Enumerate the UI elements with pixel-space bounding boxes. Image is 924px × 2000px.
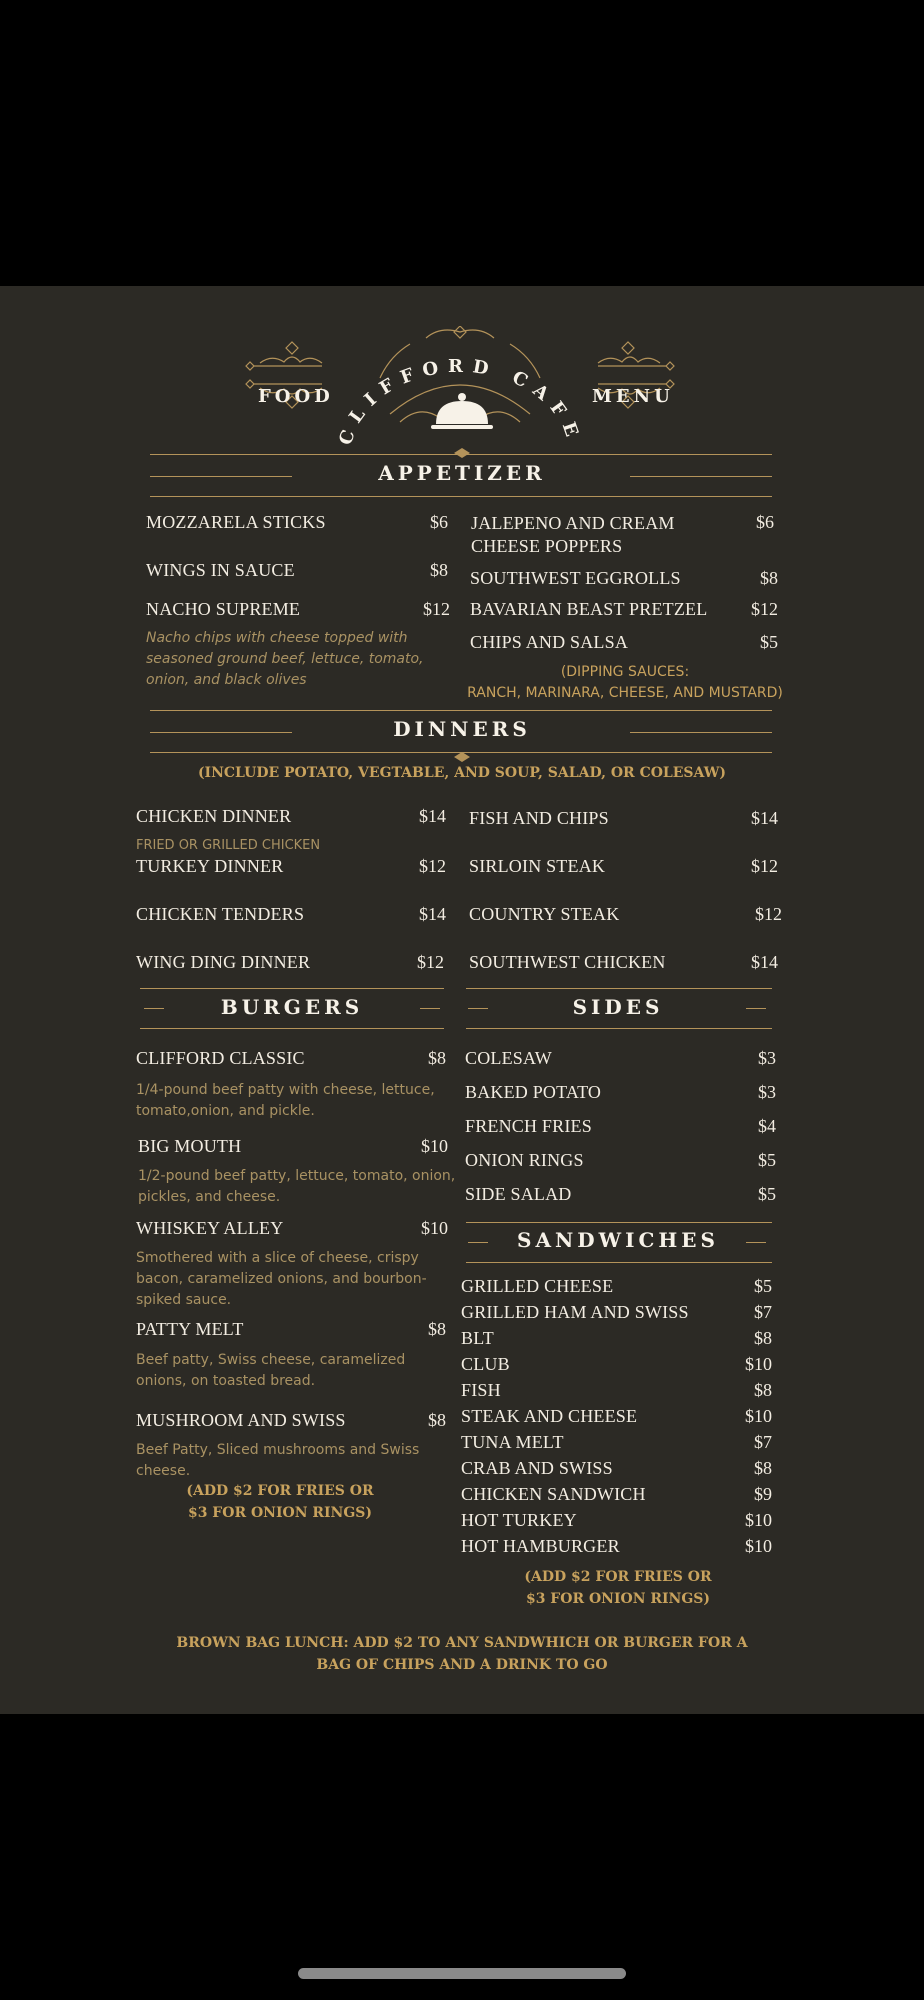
appetizer-bottom-rule [150,496,772,497]
menu-item-name: CLIFFORD CLASSIC [136,1048,305,1068]
menu-item-name: FISH [461,1380,501,1400]
menu-item-price: $6 [756,512,774,532]
menu-item-price: $10 [421,1136,448,1156]
menu-item-price: $10 [745,1536,772,1556]
menu-item-price: $8 [430,560,448,580]
menu-item-price: $8 [754,1328,772,1348]
menu-item-name: BAKED POTATO [465,1082,602,1102]
dinners-includes-note: (INCLUDE POTATO, VEGTABLE, AND SOUP, SALAD, OR COLESAW) [197,765,727,781]
menu-item-name: MOZZARELA STICKS [146,512,326,532]
menu-item-name: PATTY MELT [136,1319,244,1339]
menu-item-name: CHIPS AND SALSA [470,632,629,652]
menu-item-name: COLESAW [465,1048,552,1068]
menu-item-name: FRENCH FRIES [465,1116,592,1136]
svg-text:CLIFFORD CAFE: CLIFFORD CAFE [334,356,585,448]
menu-item-price: $5 [758,1184,776,1204]
menu-item-price: $5 [760,632,778,652]
addon-note-line: $3 FOR ONION RINGS) [187,1505,373,1521]
menu-item-description: FRIED OR GRILLED CHICKEN [136,838,321,853]
menu-item-name: GRILLED HAM AND SWISS [461,1302,689,1322]
sides-bottom-rule [466,1028,772,1029]
menu-item-name: JALEPENO AND CREAM CHEESE POPPERS [471,513,675,556]
sandwiches-addon-note [488,1566,748,1610]
diamond-ornament [454,752,470,762]
dinners-left-rule [150,732,292,733]
menu-item-price: $10 [421,1218,448,1238]
menu-item-price: $5 [758,1150,776,1170]
menu-item-name: STEAK AND CHEESE [461,1406,638,1426]
menu-item-price: $12 [417,952,444,972]
sandwiches-top-rule [466,1222,772,1223]
menu-item-name: HOT TURKEY [461,1510,577,1530]
menu-item-name: HOT HAMBURGER [461,1536,620,1556]
sandwiches-bottom-rule [466,1262,772,1263]
sandwiches-right-dash [746,1242,766,1243]
addon-note-line: $3 FOR ONION RINGS) [525,1591,711,1607]
addon-note-line: (ADD $2 FOR FRIES OR [524,1569,712,1585]
brown-bag-lunch-note [112,1632,812,1676]
footer-line: BAG OF CHIPS AND A DRINK TO GO [316,1657,608,1673]
footer-line: BROWN BAG LUNCH: ADD $2 TO ANY SANDWHICH OR BURGER FOR A [176,1635,748,1651]
menu-item-name: CRAB AND SWISS [461,1458,613,1478]
menu-item-price: $8 [428,1410,446,1430]
menu-item-price: $3 [758,1048,776,1068]
menu-item-price: $12 [419,856,446,876]
menu-item-name: BLT [461,1328,494,1348]
section-title-dinners: DINNERS [393,717,531,741]
menu-item-name: TURKEY DINNER [136,856,284,876]
dipping-sauces-note-line: (DIPPING SAUCES: [560,664,690,680]
sides-left-dash [468,1008,488,1009]
menu-item-name: CHICKEN SANDWICH [461,1484,646,1504]
logo-left-word: FOOD [258,386,334,407]
section-title-sides: SIDES [572,995,664,1019]
menu-item-price: $14 [751,808,778,828]
menu-item-price: $12 [423,599,450,619]
dipping-sauces-note-line: RANCH, MARINARA, CHEESE, AND MUSTARD) [467,685,783,701]
menu-item-name: SIRLOIN STEAK [469,856,606,876]
section-title-burgers: BURGERS [220,995,364,1019]
sides-top-rule [466,988,772,989]
menu-item-price: $12 [755,904,782,924]
appetizer-right-rule [630,476,772,477]
menu-item-price: $3 [758,1082,776,1102]
menu-item-price: $5 [754,1276,772,1296]
burgers-left-dash [144,1008,164,1009]
menu-item-price: $9 [754,1484,772,1504]
menu-item-name: WHISKEY ALLEY [136,1218,284,1238]
menu-item-description: 1/4-pound beef patty with cheese, lettuce, tomato,onion, and pickle. [136,1082,435,1119]
menu-item-name: SIDE SALAD [465,1184,572,1204]
dinners-top-rule [150,710,772,711]
menu-item-name: WINGS IN SAUCE [146,560,295,580]
dipping-sauces-note [440,662,810,704]
cloche-icon [430,392,494,434]
appetizer-left-rule [150,476,292,477]
burgers-bottom-rule [140,1028,444,1029]
addon-note-line: (ADD $2 FOR FRIES OR [186,1483,374,1499]
menu-item-description: Beef patty, Swiss cheese, caramelized onions, on toasted bread. [136,1352,406,1389]
menu-item-name: NACHO SUPREME [146,599,301,619]
menu-item-price: $10 [745,1406,772,1426]
menu-item-description: Smothered with a slice of cheese, crispy bacon, caramelized onions, and bourbon-spiked sauce. [136,1250,427,1308]
menu-item-price: $8 [428,1048,446,1068]
menu-item-name: ONION RINGS [465,1150,584,1170]
section-title-sandwiches: SANDWICHES [517,1228,719,1252]
menu-item-name: CLUB [461,1354,510,1374]
menu-item-description: Nacho chips with cheese topped with seasoned ground beef, lettuce, tomato, onion, and black olives [146,630,424,688]
burgers-top-rule [140,988,444,989]
sandwiches-left-dash [468,1242,488,1243]
sides-right-dash [746,1008,766,1009]
menu-item-price: $14 [419,806,446,826]
menu-item-price: $10 [745,1510,772,1530]
menu-item-price: $8 [754,1458,772,1478]
home-indicator[interactable] [298,1968,626,1979]
menu-item-price: $14 [751,952,778,972]
logo-right-word: MENU [592,386,674,407]
menu-item-price: $12 [751,599,778,619]
menu-item-name: BIG MOUTH [138,1136,242,1156]
menu-item-name: MUSHROOM AND SWISS [136,1410,346,1430]
menu-item-name: BAVARIAN BEAST PRETZEL [470,599,708,619]
menu-item-price: $8 [428,1319,446,1339]
menu-item-price: $4 [758,1116,776,1136]
menu-item-name: SOUTHWEST EGGROLLS [470,568,681,588]
burgers-addon-note [140,1480,420,1524]
menu-item-price: $7 [754,1302,772,1322]
menu-item-description: Beef Patty, Sliced mushrooms and Swiss cheese. [136,1442,420,1479]
menu-item-name: COUNTRY STEAK [469,904,620,924]
menu-item-name: GRILLED CHEESE [461,1276,614,1296]
menu-item-name: WING DING DINNER [136,952,311,972]
menu-item-price: $8 [754,1380,772,1400]
menu-item-name: CHICKEN TENDERS [136,904,305,924]
menu-item-name: TUNA MELT [461,1432,564,1452]
diamond-ornament [454,448,470,458]
dinners-right-rule [630,732,772,733]
burgers-right-dash [420,1008,440,1009]
menu-item-price: $6 [430,512,448,532]
menu-item-price: $12 [751,856,778,876]
menu-item-price: $7 [754,1432,772,1452]
menu-item-price: $8 [760,568,778,588]
menu-item-name: FISH AND CHIPS [469,808,609,828]
menu-board [0,286,924,1714]
menu-item-name: CHICKEN DINNER [136,806,292,826]
menu-item-description: 1/2-pound beef patty, lettuce, tomato, onion, pickles, and cheese. [138,1168,456,1205]
menu-item-price: $14 [419,904,446,924]
section-title-appetizer: APPETIZER [378,461,546,485]
menu-item-name: SOUTHWEST CHICKEN [469,952,666,972]
menu-item-price: $10 [745,1354,772,1374]
